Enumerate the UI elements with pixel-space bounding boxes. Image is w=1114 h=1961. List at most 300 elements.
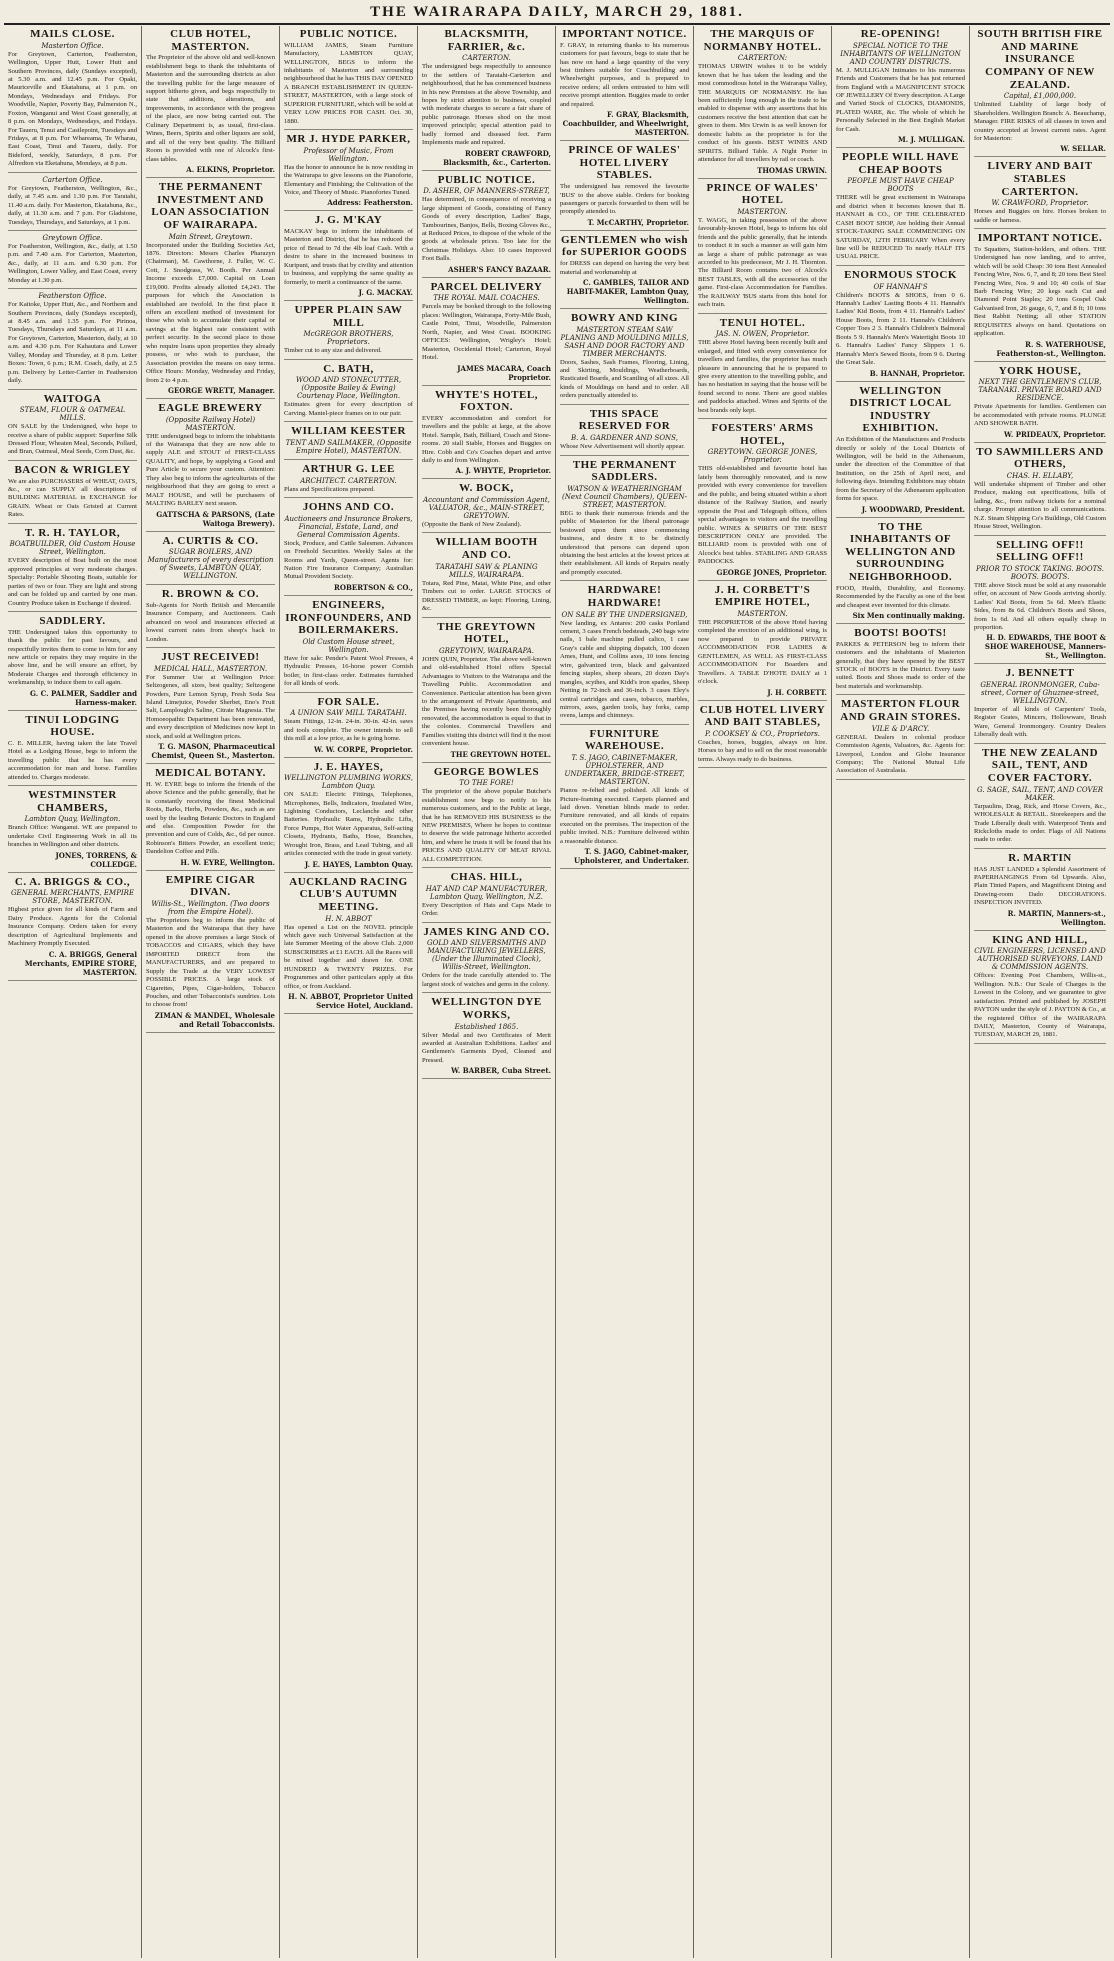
ad-heading: JUST RECEIVED! xyxy=(161,651,260,664)
advertisement xyxy=(422,871,551,923)
ad-heading: BACON & WRIGLEY xyxy=(14,463,131,476)
ad-subheading: WOOD AND STONECUTTER, (Opposite Bailey & Ewing) Courtenay Place, Wellington. xyxy=(295,376,402,401)
advertisement xyxy=(146,588,275,648)
ad-subheading: (Opposite Railway Hotel) MASTERTON. xyxy=(165,415,256,432)
ad-subheading: Featherston Office. xyxy=(38,292,107,301)
ad-body: For Featherston, Wellington, &c., daily, at 1.50 p.m. and 7.40 a.m. For Carterton, Masterton, &c., daily, at 11 a.m. and 6.30 p.m. For Wellington, Lower Valley, and East Coast, every Monday at 1.30 p.m. xyxy=(8,242,137,284)
ad-heading: J. H. CORBETT'S EMPIRE HOTEL, xyxy=(714,583,811,609)
ad-heading: PUBLIC NOTICE. xyxy=(437,173,536,186)
advertisement xyxy=(836,28,965,148)
advertisement xyxy=(8,527,137,612)
advertisement xyxy=(560,728,689,869)
ad-subheading: T. S. JAGO, CABINET-MAKER, UPHOLSTERER, AND UNDERTAKER, BRIDGE-STREET, MASTERTON. xyxy=(564,754,685,787)
ad-subheading: ON SALE BY THE UNDERSIGNED, xyxy=(561,610,688,619)
ad-subheading: GREYTOWN. GEORGE JONES, Proprietor. xyxy=(707,448,818,465)
advertisement xyxy=(422,766,551,869)
ad-signature: A. J. WHYTE, Proprietor. xyxy=(455,466,551,476)
ad-signature: ROBERT CRAWFORD, Blacksmith, &c., Carterton. xyxy=(443,148,551,167)
advertisement xyxy=(836,269,965,382)
ad-signature: ASHER'S FANCY BAZAAR. xyxy=(448,264,551,274)
ad-heading: SELLING OFF!! SELLING OFF!! xyxy=(996,538,1084,564)
ad-body: M. J. MULLIGAN Intimates to his numerous Friends and Customers that he has just returned from England with a MAGNIFICENT STOCK OF JEWELLERY Of Every description. A Large and Varied Stock of CLOCKS, DIAMONDS, PLATED WARE, &c. The whole of which he Personally Selected in the Best English Market for Cash. xyxy=(836,66,965,133)
ad-signature: J. E. HAYES, Lambton Quay. xyxy=(304,859,413,869)
ad-body: THE PROPRIETOR of the above Hotel having completed the erection of an additional wing, is now prepared to provide PRIVATE ACCOMMODATION FOR LADIES & GENTLEMEN, AS WELL AS FIRST-CLASS ACCOMMODATION For Boarders and Travellers. A TABLE D'HOTE DAILY at 1 o'clock. xyxy=(698,619,827,686)
ad-body: THE Undersigned takes this opportunity to thank the public for past favours, and respectfully invites them to come to him for any new article or repairs they may require in the above line, and he will ensure an effort, by Moderate Charges and thorough efficiency in workmanship, to induce them to call again. xyxy=(8,628,137,687)
ad-heading: KING AND HILL, xyxy=(992,933,1088,946)
ad-heading: J. BENNETT xyxy=(1005,667,1075,680)
ad-subheading: OF HANNAH'S xyxy=(873,282,928,291)
ad-body: F. GRAY, in returning thanks to his numerous customers for past favours, begs to state that he has now on hand a large quantity of the very best timbers suitable for Coachbuilding and Wheelwright purposes, and is prepared to receive orders; all orders entrusted to him will receive prompt attention. Buggies made to order and repaired. xyxy=(560,41,689,108)
ad-subheading: HAT AND CAP MANUFACTURER, Lambton Quay, Wellington, N.Z. xyxy=(425,884,548,901)
advertisement xyxy=(422,389,551,480)
ad-subheading: Greytown Office. xyxy=(42,233,103,242)
advertisement xyxy=(560,312,689,405)
ad-subheading: BOATBUILDER, Old Custom House Street, Wellington. xyxy=(9,540,136,557)
advertisement xyxy=(284,133,413,211)
ad-signature: H. W. EYRE, Wellington. xyxy=(180,857,275,867)
ad-heading: WAITOGA xyxy=(43,392,102,405)
advertisement xyxy=(974,160,1106,229)
advertisement xyxy=(284,599,413,693)
ad-body: H. W. EYRE begs to inform the friends of the above Science and the public generally, that he is constantly receiving the finest Medicinal Roots, Barks, Herbs, Powders, &c., such as are used by the leading Botanic Doctors in England and else. Composition Powder for the prevention and cure of Colds, &c., 6d per ounce. Robinson's Bitters Powder, an excellent tonic; Dandelion Coffee and Pills. xyxy=(146,780,275,856)
column-1 xyxy=(4,26,142,1958)
advertisement xyxy=(974,667,1106,743)
ad-subheading: STEAM, FLOUR & OATMEAL MILLS. xyxy=(19,406,126,423)
ad-heading: FURNITURE WAREHOUSE. xyxy=(584,727,665,753)
advertisement xyxy=(284,214,413,301)
ad-body: Orders for the trade carefully attended to. The largest stock of watches and gems in the colony. xyxy=(422,972,551,988)
advertisement xyxy=(146,767,275,871)
ad-body: Will undertake shipment of Timber and other Produce, making out specifications, bills of lading, &c., from railway tickets for a nominal charge. Prompt attention to all communications. N.Z. Steam Shipping Co's Buildings, Old Custom House Street, Wellington. xyxy=(974,480,1106,531)
advertisement xyxy=(8,789,137,873)
advertisement xyxy=(284,501,413,596)
ad-body: Unlimited Liability of large body of Shareholders. Wellington Branch: A. Beauchamp, Manager. FIRE RISKS of all classes in town and country accepted at lowest current rates. Agent for Masterton: xyxy=(974,101,1106,142)
ad-body: Estimates given for every description of Carving. Mantel-piece frames on to our pair. xyxy=(284,401,413,417)
ad-body: Doors, Sashes, Sash Frames, Flooring, Lining, and Skirting, Mouldings, Weatherboards, Rusticated Boards, and Scantling of all sizes. All kinds of Mouldings on hand and to order. All orders punctually attended to. xyxy=(560,358,689,400)
ad-subheading: WELLINGTON PLUMBING WORKS, Lambton Quay. xyxy=(284,774,413,791)
ad-heading: FOR SALE. xyxy=(317,695,380,708)
advertisement xyxy=(422,174,551,278)
ad-subheading: H. N. ABBOT xyxy=(325,914,372,923)
advertisement xyxy=(8,292,137,389)
advertisement xyxy=(974,365,1106,443)
ad-body: Steam Fittings, 12-in. 24-in. 30-in. 42-in. saws and tools complete. The owner intends to sell this mill at a low price, as he is going home. xyxy=(284,718,413,743)
ad-signature: T. S. JAGO, Cabinet-maker, Upholsterer, and Undertaker. xyxy=(574,847,689,866)
advertisement xyxy=(422,621,551,763)
ad-subheading: Capital, £1,000,000. xyxy=(1003,92,1077,101)
ad-body: To Squatters, Station-holders, and others. THE Undersigned has now landing, and to arrive, which will be sold Cheap: 30 tons Best Annealed Fencing Wire, Nos. 6, 7, and 8; 20 tons Best Steel Fencing Wire, Nos. 9 and 10; 40 coils of Star Barb Fencing Wire; 20 kegs each Cut and Diamond Point Staples; 20 tons Gospel Oak Galvanised Iron, 26 gauge, 6, 7, and 8 ft; 10 tons Best Rabbit Netting; all other STATION REQUISITES always on hand. Quotations on application. xyxy=(974,245,1106,338)
ad-subheading: GOLD AND SILVERSMITHS AND MANUFACTURING JEWELLERS, (Under the Illuminated Clock), Willis-Street, Wellington. xyxy=(427,939,546,972)
advertisement xyxy=(974,539,1106,665)
ad-subheading: NEXT THE GENTLEMEN'S CLUB, TARANAKI. PRIVATE BOARD AND RESIDENCE. xyxy=(978,378,1102,403)
advertisement xyxy=(284,696,413,758)
ad-signature: GATTSCHA & PARSONS, (Late Waitoga Brewery). xyxy=(156,509,275,528)
advertisement xyxy=(8,876,137,981)
ad-body: THERE will be great excitement in Wairarapa and district when it becomes known that B. HANNAH & CO., OF THE CELEBRATED CASH BOOT SHOP, Are holding their Annual STOCK-TAKING SALE COMMENCING ON SATURDAY, 12TH FEBRUARY When every line will be REDUCED To nearly HALF ITS USUAL PRICE. xyxy=(836,194,965,261)
ad-body: For Kaitoke, Upper Hutt, &c., and Northern and Southern Provinces, daily (Sundays excepted), at 8.45 a.m. and 1.35 p.m. For Pirinoa, Tuesdays, Thursdays and Saturdays, at 11 a.m. For Greytown, Carterton, Masterton, daily, at 10 a.m. and 4.30 p.m. For Kahautara and Lower Valley, Monday and Thursday, at 8 p.m. Letter Boxes: Town, 6 p.m.; R.M. Coach, daily, at 2.5 p.m. Delivery by Letter-Carrier in Featherston daily. xyxy=(8,301,137,385)
ad-signature: ZIMAN & MANDEL, Wholesale and Retail Tobacconists. xyxy=(154,1010,275,1029)
ad-body: Branch Office: Wanganui. WE are prepared to undertake Civil Engineering Work in all its branches in Wellington and other districts. xyxy=(8,824,137,849)
ad-subheading: CARTERTON: xyxy=(737,54,788,63)
advertisement xyxy=(422,482,551,533)
advertisement xyxy=(146,402,275,532)
ad-body: HAS JUST LANDED a Splendid Assortment of PAPERHANGINGS From 6d Upwards. Also, Plain Tinted Papers, and Magnificent Dining and Drawing-room Dado DECORATIONS. INSPECTION INVITED. xyxy=(974,865,1106,907)
column-6 xyxy=(694,26,832,1958)
ad-signature: T. G. MASON, Pharmaceutical Chemist, Queen St., Masterton. xyxy=(151,742,275,761)
ad-heading: WELLINGTON DISTRICT LOCAL INDUSTRY EXHIBITION. xyxy=(849,384,952,435)
ad-body: EVERY accommodation and comfort for travellers and the public at large, at the above Hotel. Sample, Bath, Billiard, Coach and Stone-rooms. 20 stall Stable, Horses and Buggies on Hire. Cobb and Co's Coaches depart and arrive daily to and from Wellington. xyxy=(422,414,551,464)
ad-subheading: WATSON & WEATHERINGHAM (Next Council Chambers), QUEEN-STREET, MASTERTON. xyxy=(562,484,687,509)
advertisement xyxy=(146,651,275,764)
advertisement xyxy=(146,874,275,1033)
ad-body: Coaches, horses, buggies, always on hire. Horses to bay and to sell on the most reasonable terms. Always ready to do business. xyxy=(698,738,827,763)
ad-subheading: Accountant and Commission Agent, VALUATOR, &c., MAIN-STREET, GREYTOWN. xyxy=(423,496,550,521)
ad-subheading: Willis-St., Wellington. (Two doors from the Empire Hotel). xyxy=(151,900,270,917)
ad-signature: J. H. CORBETT. xyxy=(767,687,827,697)
ad-body: C. E. MILLER, having taken the late Travel Hotel as a Lodging House, begs to inform the travelling public that he has every accommodation for man and horse. Families attended to. Charges moderate. xyxy=(8,739,137,781)
ad-signature: G. C. PALMER, Saddler and Harness-maker. xyxy=(30,688,137,707)
column-3 xyxy=(280,26,418,1958)
ad-body: Has determined, in consequence of receiving a large shipment of Goods, consisting of Fancy Goods of every description, Ladies' Bags, Tambourines, Banjos, Bells, Boxing Gloves &c., at Reduced Prices, to dispose of the whole of the goods at wholesale prices. Too late for the Christmas Holidays. Also: 10 cases Improved Foot Balls. xyxy=(422,196,551,263)
ad-signature: R. S. WATERHOUSE, Featherston-st., Wellington. xyxy=(996,339,1106,358)
ad-signature: M. J. MULLIGAN. xyxy=(897,135,965,145)
ad-body: For Summer Use at Wellington Price: Seltzogenes, all sizes, best quality; Seltzogene Powders, Pure Lemon Syrup, Fresh Soda Sea Island Limejuice, Powder Sherbet, Eno's Fruit Salt, Lamplough's Saline, Citrate Magnesia. The Homoeopathic Department has been renovated, and every description of Medicines now kept in stock, and sold at Wellington prices. xyxy=(146,673,275,740)
ad-body: THE undersigned begs to inform the inhabitants of the Wairarapa that they are now able to supply ALE and STOUT of FIRST-CLASS QUALITY, and hope, by supplying a Good and Pure Article to secure your custom. Attention: They also beg to inform the agriculturists of the neighbourhood that they are going to erect a MALT HOUSE, and will be purchasers of MALTING BARLEY next season. xyxy=(146,432,275,508)
ad-subheading: Carterton Office. xyxy=(42,175,103,184)
ad-heading: MR J. HYDE PARKER, xyxy=(286,133,411,146)
ad-heading: MASTERTON FLOUR AND GRAIN STORES. xyxy=(840,698,961,723)
ad-signature: THOMAS URWIN. xyxy=(757,165,827,175)
ad-signature: B. HANNAH, Proprietor. xyxy=(869,368,965,378)
advertisement xyxy=(284,876,413,1014)
advertisement xyxy=(146,28,275,178)
ad-heading: J. G. M'KAY xyxy=(314,214,383,227)
ad-body: Horses and Buggies on hire. Horses broken to saddle or harness. xyxy=(974,208,1106,224)
ad-signature: W. BARBER, Cuba Street. xyxy=(451,1066,551,1076)
ad-heading: A. CURTIS & CO. xyxy=(162,534,259,547)
advertisement xyxy=(698,422,827,581)
ad-heading: WESTMINSTER CHAMBERS, xyxy=(28,789,117,814)
ad-heading: JOHNS AND CO. xyxy=(302,501,395,514)
ad-body: FOOD, Health, Durability, and Economy. Recommended by the Faculty as one of the best and cheapest ever invented for this climate. xyxy=(836,584,965,609)
ad-signature: C. GAMBLES, TAILOR AND HABIT-MAKER, Lambton Quay, Wellington. xyxy=(566,277,689,305)
ad-subheading: PEOPLE MUST HAVE CHEAP BOOTS xyxy=(847,177,954,194)
advertisement xyxy=(560,459,689,582)
ad-body: The Proprietors beg to inform the public of Masterton and the Wairarapa that they have opened in the above premises a large Stock of TOBACCOS and CIGARS, which they have IMPORTED DIRECT from the MANUFACTURERS, and are prepared to Supply the Trade at the VERY LOWEST POSSIBLE PRICES. A large stock of Cigarettes, Pipes, Cigar-holders, Tobacco Pouches, and other Tobacconist's sundries. Lots to choose from! xyxy=(146,917,275,1009)
ad-subheading: Old Custom House street, Wellington. xyxy=(302,637,395,654)
ad-body: WILLIAM JAMES, Steam Furniture Manufactory, LAMBTON QUAY, WELLINGTON, BEGS to inform the inhabitants of Masterton and surrounding neighbourhood that he has THIS DAY OPENED A BRANCH ESTABLISHMENT IN QUEEN-STREET, MASTERTON, with a large stock of SUPERIOR FURNITURE, which will be sold at VERY LOW PRICES FOR CASH. Oct. 30, 1880. xyxy=(284,41,413,125)
ad-body: Private Apartments for families. Gentlemen can be accommodated with private rooms. PLUNGE AND SHOWER BATH. xyxy=(974,403,1106,428)
advertisement xyxy=(698,704,827,769)
ad-body: JOHN QUIN, Proprietor. The above well-known and old-established Hotel offers Special Advantages to Visitors to the Wairarapa and the Travelling Public. Accommodation and Convenience. Particular attention has been given to the arrangement of Private Apartments, and the Premises having recently been thoroughly renovated, the accommodation is equal to that in the colonies. Commercial Travellers and Families visiting this district will find it the most convenient house. xyxy=(422,655,551,748)
advertisement xyxy=(836,151,965,266)
ad-heading: THE PERMANENT SADDLERS. xyxy=(572,458,677,484)
advertisement xyxy=(422,926,551,994)
advertisement xyxy=(836,698,965,779)
ad-subheading: Main Street, Greytown. xyxy=(168,232,253,241)
advertisement xyxy=(8,464,137,524)
ad-heading: GEORGE BOWLES xyxy=(433,765,540,778)
ad-heading: SADDLERY. xyxy=(39,615,106,627)
ad-heading: BOWRY AND KING xyxy=(570,311,679,324)
ad-subheading: SPECIAL NOTICE TO THE INHABITANTS OF WELLINGTON AND COUNTRY DISTRICTS. xyxy=(840,41,961,66)
ad-body: Sub-Agents for North British and Mercantile Insurance Company, and Auctioneers. Cash advanced on wool and insurances effected at lowest current rates from sheep's back to London. xyxy=(146,601,275,643)
masthead xyxy=(0,0,1114,24)
ad-heading: UPPER PLAIN SAW MILL xyxy=(294,304,403,329)
ad-signature: GEORGE JONES, Proprietor. xyxy=(716,567,827,577)
column-5 xyxy=(556,26,694,1958)
masthead-rule xyxy=(4,23,1110,25)
ad-body: The undersigned has removed the favourite 'BUS' to the above stable. Orders for booking passengers or parcels forwarded to them will be promptly attended to. xyxy=(560,183,689,216)
ad-heading: THE PERMANENT INVESTMENT AND LOAN ASSOCIATION OF WAIRARAPA. xyxy=(151,180,270,231)
advertisement xyxy=(422,996,551,1079)
ad-body: Pianos re-felted and polished. All kinds of Picture-framing executed. Carpets planned and laid down. Venetian blinds made to order. Furniture renovated, and all kinds of repairs executed on the premises. The inspection of the public invited. N.B.: Furniture delivered within a reasonable distance. xyxy=(560,787,689,845)
ad-heading: MEDICAL BOTANY. xyxy=(155,767,266,780)
advertisement xyxy=(8,176,137,231)
ad-subheading: G. SAGE, SAIL, TENT, AND COVER MAKER. xyxy=(977,785,1103,802)
ad-body: MACKAY begs to inform the inhabitants of Masterton and District, that he has reduced the price of Bread to 7d the 4lb loaf Cash. With a desire to share in the increased business in Kuripuni, and trusts that by civility and attention to business, and supplying the same quality as formerly, to merit a continuance of the same. xyxy=(284,228,413,286)
ad-subheading: Established 1865. xyxy=(454,1022,519,1031)
ad-heading: ARTHUR G. LEE xyxy=(302,462,395,475)
ad-subheading: P. COOKSEY & CO., Proprietors. xyxy=(704,729,821,738)
ad-signature: T. McCARTHY, Proprietor. xyxy=(587,217,689,227)
ad-heading: BLACKSMITH, FARRIER, &c. xyxy=(444,28,529,53)
ad-heading: ENGINEERS, IRONFOUNDERS, AND BOILERMAKERS. xyxy=(285,598,412,637)
ad-signature: Six Men continually making. xyxy=(852,611,965,621)
ad-signature: J. G. MACKAY. xyxy=(358,288,413,298)
ad-body: Totara, Red Pine, Matai, White Pine, and other Timbers cut to order. LARGE STOCKS of DRESSED TIMBER, as kept: Flooring, Lining, &c. xyxy=(422,579,551,613)
ad-subheading: GREYTOWN, WAIRARAPA. xyxy=(439,646,534,655)
ad-signature: JONES, TORRENS, & COLLEDGE. xyxy=(55,850,137,869)
ad-heading: C. A. BRIGGS & CO., xyxy=(14,875,131,888)
ad-body: The proprietor of the above popular Butcher's establishment now begs to notify to his numerous customers, and to the Public at large, that he has REMOVED HIS BUSINESS to the NEW PREMISES, Where he hopes to continue to deserve the wide patronage hitherto accorded him, and where he trusts it will be found that his PRICES AND QUALITY OF MEAT RIVAL ALL COMPETITION. xyxy=(422,788,551,863)
advertisement xyxy=(284,28,413,130)
ad-body: An Exhibition of the Manufactures and Products directly or solely of the Local Districts of Wellington, will be held in the Athenaeum, under the direction of the Committee of that Institution, on the 25th of April next, and following days. Intending Exhibitors may obtain from the Secretary of the Athenaeum application forms for space. xyxy=(836,436,965,503)
ad-heading: J. E. HAYES, xyxy=(313,760,384,773)
ad-body: Incorporated under the Building Societies Act, 1876. Directors: Messrs Charles Pharazyn (Chairman), M. Cawthorne, J. Fuller, W. C. Cott, J. Snodgrass, W. Booth. Per Annual Income exceeds £7,000. Capital on Loan £19,000. Profits already allotted £4,243. The purposes for which the Association is established are twofold. In the first place it offers an excellent method of investment for those who wish to accumulate their capital or savings at the highest rate consistent with perfect security. In the second place to those who require loans upon properties they already possess, or who wish to purchase, the Association provides the means on easy terms. Office Hours: Monday, Wednesday and Friday, from 2 to 4 p.m. xyxy=(146,241,275,384)
column-8 xyxy=(970,26,1110,1958)
ad-heading: ENORMOUS STOCK xyxy=(844,268,957,281)
ad-heading: TENUI HOTEL. xyxy=(719,316,806,329)
column-4 xyxy=(418,26,556,1958)
ad-subheading: JAS. N. OWEN, Proprietor. xyxy=(715,330,810,339)
ad-body: BEG to thank their numerous friends and the public of Masterton for the liberal patronage bestowed upon them since commencing business, and desire it to be distinctly understood that persons can depend upon obtaining the best articles at the lowest prices at their establishment. All kinds of Repairs neatly and promptly executed. xyxy=(560,509,689,576)
ad-body: Importer of all kinds of Carpenters' Tools, Register Grates, Mincers, Hollowware, Brush Ware, General Ironmongery. Country Dealers Liberally dealt with. xyxy=(974,706,1106,739)
advertisement xyxy=(698,584,827,701)
advertisement xyxy=(8,714,137,786)
ad-subheading: TO THE FORE! xyxy=(459,779,514,788)
ad-body: ON SALE by the Undersigned, who hope to receive a share of public support: Superfine Silk Dressed Flour, Wheaten Meal, Seconds, Pollard, and Bran, Oatmeal, Meal Seeds, Corn Dust, &c. xyxy=(8,423,137,456)
ad-subheading: MEDICAL HALL, MASTERTON. xyxy=(153,664,268,673)
ad-subheading: MASTERTON STEAM SAW PLANING AND MOULDING MILLS, SASH AND DOOR FACTORY AND TIMBER MERCHANTS. xyxy=(560,325,689,358)
ad-signature: H. D. EDWARDS, THE BOOT & SHOE WAREHOUSE, Manners-St., Wellington. xyxy=(984,633,1106,661)
ad-body: EVERY description of Boat built on the most approved principles at very moderate charges. Specialty: Portable Shooting Boats, suitable for parties of two or four. They are light and strong and can be folded up and carried by one man. Country Produce taken in Exchange if desired. xyxy=(8,557,137,607)
ad-heading: SOUTH BRITISH FIRE AND MARINE INSURANCE COMPANY OF NEW ZEALAND. xyxy=(977,28,1103,91)
advertisement xyxy=(560,28,689,141)
ad-signature: Address: Featherston. xyxy=(327,198,413,208)
ad-subheading: GENERAL MERCHANTS, EMPIRE STORE, MASTERTON. xyxy=(10,889,135,906)
ad-subheading: D. ASHER, OF MANNERS-STREET, xyxy=(423,187,550,196)
advertisement xyxy=(422,281,551,386)
advertisement xyxy=(698,28,827,179)
ad-body: Every Description of Hats and Caps Made to Order. xyxy=(422,901,551,918)
advertisement xyxy=(8,28,137,173)
ad-body: Has the honor to announce he is now residing in the Wairarapa to give lessons on the Pianoforte, Elementary and Finishing; the Cultivation of the Voice, and Theory of Music. Pianofortes Tuned. xyxy=(284,163,413,196)
ad-heading: C. BATH, xyxy=(323,362,374,375)
ad-signature: W. PRIDEAUX, Proprietor. xyxy=(1004,429,1106,439)
ad-subheading: Lambton Quay, Wellington. xyxy=(24,815,121,824)
ad-body: T. WAGG, in taking possession of the above favourably-known Hotel, begs to inform his old friends and the public generally, that he intends to conduct it in such a manner as will gain him as large a share of public patronage as was accorded to his predecessor, Mr J. H. Thornton. The Billiard Room contains two of Alcock's BEST TABLES, with all the accessories of the game. First-class Accommodation for Families. The RAILWAY 'BUS starts from this hotel for each train. xyxy=(698,216,827,309)
ad-subheading: Auctioneers and Insurance Brokers, Financial, Estate, Land, and General Commission Agents. xyxy=(284,514,413,539)
ad-subheading: TENT AND SAILMAKER, (Opposite Empire Hotel), MASTERTON. xyxy=(285,438,412,455)
ad-heading: TINUI LODGING HOUSE. xyxy=(25,713,120,739)
ad-body: GENERAL Dealers in colonial produce Commission Agents, Valuators, &c. Agents for: Liverpool, London and Globe Insurance Company; The National Mutual Life Association of Australasia. xyxy=(836,733,965,775)
ad-heading: THE GREYTOWN HOTEL, xyxy=(437,620,536,646)
ad-subheading: A UNION SAW MILL TARATAHI. xyxy=(290,709,407,718)
ad-heading: CLUB HOTEL, MASTERTON. xyxy=(170,28,251,53)
advertisement xyxy=(974,747,1106,849)
ad-heading: RE-OPENING! xyxy=(860,28,941,40)
ad-body: Timber cut to any size and delivered. xyxy=(284,347,382,355)
ad-body: Silver Medal and two Certificates of Merit awarded at Australian Exhibitions. Ladies' and Gentlemen's Garments Dyed, Cleaned and Pressed. xyxy=(422,1031,551,1064)
ad-heading: CHAS. HILL, xyxy=(450,871,523,884)
ad-signature: J. WOODWARD, President. xyxy=(861,504,965,514)
ad-body: Parcels may be booked through to the following places: Wellington, Wairarapa, Forty-Mile Bush, Castle Point, Tinui, Woodville, Palmerston North, Napier, and West Coast. BOOKING OFFICES: Wellington, Wrigley's Hotel; Masterton, Occidental Hotel; Carterton, Royal Hotel. xyxy=(422,303,551,362)
ad-heading: PRINCE OF WALES' HOTEL xyxy=(706,181,819,207)
ad-heading: WILLIAM BOOTH AND CO. xyxy=(435,536,538,562)
advertisement xyxy=(560,234,689,309)
advertisement xyxy=(560,584,689,725)
ad-heading: IMPORTANT NOTICE. xyxy=(562,28,687,40)
ad-signature: W. SELLAR. xyxy=(1060,144,1106,154)
ad-subheading: ARCHITECT. CARTERTON. xyxy=(300,476,397,485)
ad-body: Have for sale: Pender's Patent Wool Presses, 4 Hydraulic Presses, 16-horse power Cornish boiler, in first-class order. Estimates furnished for all kinds of work. xyxy=(284,654,413,688)
ad-body: Whose New Advertisement will shortly appear. xyxy=(560,443,685,451)
ad-subheading: Masterton Office. xyxy=(41,41,104,50)
ad-heading: PEOPLE WILL HAVE CHEAP BOOTS xyxy=(841,151,960,176)
advertisement xyxy=(8,615,137,711)
ad-subheading: CARTERTON. xyxy=(462,54,511,63)
ad-body: PARKES & PETERSON beg to inform their customers and the inhabitants of Masterton generally, that they have opened by the BEST STOCK of BOOTS in the District. Every taste suited. Boots and Shoes made to order of the best materials and workmanship. xyxy=(836,640,965,690)
ad-subheading: PRIOR TO STOCK TAKING. BOOTS. BOOTS. BOOTS. xyxy=(975,564,1105,581)
advertisement xyxy=(8,393,137,461)
advertisement xyxy=(698,317,827,420)
ad-heading: FOESTERS' ARMS HOTEL, xyxy=(711,422,814,447)
ad-body: Stock, Produce, and Cattle Salesmen. Advances on Freehold Securities. Weekly Sales at the Rooms and Yards, Queen-street. Agents for: Nation Fire Insurance Company; Australian Mutual Provident Society. xyxy=(284,539,413,581)
ad-heading: PARCEL DELIVERY xyxy=(430,280,543,293)
ad-heading: WILLIAM KEESTER xyxy=(291,425,406,438)
ad-body: THIS old-established and favourite hotel has lately been thoroughly renovated, and is now provided with every convenience for travellers and the public, and being situated within a short distance of the Railway Station, and nearly opposite the Post and Telegraph offices, offers special advantages to visitors and the travelling public. WINES & SPIRITS OF THE BEST DESCRIPTION ONLY are provided. The BILLIARD room is provided with one of Alcock's best tables. STABLING AND GRASS PADDOCKS. xyxy=(698,465,827,566)
advertisement xyxy=(284,425,413,460)
advertisement xyxy=(974,446,1106,536)
ad-signature: H. N. ABBOT, Proprietor United Service Hotel, Auckland. xyxy=(288,992,413,1011)
ad-subheading: THE ROYAL MAIL COACHES. xyxy=(433,294,540,303)
advertisement xyxy=(284,304,413,360)
advertisement xyxy=(284,761,413,873)
advertisement xyxy=(422,536,551,617)
advertisement xyxy=(974,232,1106,361)
ad-subheading: MASTERTON. xyxy=(737,610,788,619)
advertisement xyxy=(836,521,965,625)
ad-subheading: CIVIL ENGINEERS, LICENSED AND AUTHORISED SURVEYORS, LAND & COMMISSION AGENTS. xyxy=(974,947,1106,972)
advertisement xyxy=(560,144,689,231)
ad-heading: THE NEW ZEALAND SAIL, TENT, AND COVER FACTORY. xyxy=(981,746,1099,785)
ad-body: THE above Hotel having been recently built and enlarged, and fitted with every convenience for travellers and families, the proprietor has much pleasure in announcing that he is prepared to give every attention to the travelling public, and has no hesitation in saying that the house will be found second to none. There are good stables and paddocks attached. Wines and Spirits of the best brands only kept. xyxy=(698,339,827,414)
ad-signature: C. A. BRIGGS, General Merchants, EMPIRE STORE, MASTERTON. xyxy=(24,949,137,977)
ad-heading: EMPIRE CIGAR DIVAN. xyxy=(165,873,256,899)
ad-heading: MAILS CLOSE. xyxy=(30,28,115,40)
ad-body: (Opposite the Bank of New Zealand). xyxy=(422,521,522,529)
ad-subheading: GENERAL IRONMONGER, Cuba-street, Corner of Ghuznee-street, WELLINGTON. xyxy=(980,681,1100,706)
masthead-title: THE WAIRARAPA DAILY, MARCH 29, 1881. xyxy=(370,4,744,20)
ad-subheading: VILE & D'ARCY. xyxy=(871,724,930,733)
ad-subheading: W. CRAWFORD, Proprietor. xyxy=(991,199,1089,208)
column-7 xyxy=(832,26,970,1958)
ad-heading: THE MARQUIS OF NORMANBY HOTEL. xyxy=(703,28,822,53)
ad-subheading: CHAS. H. ELLABY, xyxy=(1006,471,1074,480)
ad-signature: F. GRAY, Blacksmith, Coachbuilder, and Wheelwright, MASTERTON. xyxy=(562,110,689,138)
ad-heading: HARDWARE! HARDWARE! xyxy=(587,584,662,609)
ad-subheading: TARATAHI SAW & PLANING MILLS, WAIRARAPA. xyxy=(435,562,538,579)
newspaper-columns xyxy=(4,26,1110,1958)
ad-heading: CLUB HOTEL LIVERY AND BAIT STABLES, xyxy=(699,703,826,729)
ad-signature: ROBERTSON & CO., xyxy=(334,582,413,592)
ad-signature: R. MARTIN, Manners-st., Wellington. xyxy=(1007,908,1106,927)
ad-signature: GEORGE WRETT, Manager. xyxy=(167,385,275,395)
ad-body: THE above Stock must be sold at any reasonable offer, on account of New Goods arriving shortly. Ladies' Kid Boots, from 5s 6d. Men's Elastic Sides, from 8s 6d. Children's Boots and Shoes, from 1s 6d. And all others equally cheap in proportion. xyxy=(974,581,1106,631)
ad-subheading: McGREGOR BROTHERS, Proprietors. xyxy=(303,330,394,347)
ad-body: for DRESS can depend on having the very best material and workmanship at xyxy=(560,260,689,276)
ad-heading: AUCKLAND RACING CLUB'S AUTUMN MEETING. xyxy=(289,875,408,913)
ad-body: Children's BOOTS & SHOES, from 0 6. Hannah's Ladies' Lasting Boots 4 11. Hannah's Ladies' Kid Boots, from 4 11. Hannah's Ladies' House Boots, from 2 11. Hannah's Children's Copper Toes 2 3. Hannah's Children's Balmoral Boots 5 9. Hannah's Men's Watertight Boots 10 6. Hannah's Ladies' Fancy Slippers 1 6. Hannah's Men's Sewed Boots, from 9 6. During the Great Sale. xyxy=(836,291,965,367)
ad-heading: R. MARTIN xyxy=(1008,851,1072,864)
advertisement xyxy=(836,627,965,695)
ad-heading: TO THE INHABITANTS OF WELLINGTON AND SURROUNDING NEIGHBORHOOD. xyxy=(845,520,956,584)
advertisement xyxy=(146,181,275,399)
ad-heading: W. BOCK, xyxy=(459,482,514,495)
advertisement xyxy=(974,28,1106,157)
ad-heading: TO SAWMILLERS AND OTHERS, xyxy=(976,445,1104,471)
ad-heading: JAMES KING AND CO. xyxy=(423,925,550,938)
ad-body: The Proprietor of the above old and well-known establishment begs to thank the inhabitants of Masterton and the surrounding districts as also the travelling public for the large measure of support hitherto given, and begs respectfully to state that additions, alterations, and improvements, in accordance with the progress of the place, are now being carried out. The Culinary Department is, as usual, first-class. Wines, Beers, Spirits and other liquors are sold, and all of the very best quality. The Billiard Room is provided with one of Alcock's first-class tables. xyxy=(146,54,275,163)
ad-body: THOMAS URWIN wishes it to be widely known that he has taken the leading and the most commodious hotel in the Wairarapa Valley, THE MARQUIS OF NORMANBY. He has been sufficiently long enough in the trade to be enabled to dispense with any assertions that his customers receive the best attention that can be given to them. Mrs Urwin is as well known for domestic habits as the proprietor is for the conduct of his guests. BEST WINES AND SPIRITS. Billiard Table. A Night Porter in attendance for all travellers by rail or coach. xyxy=(698,63,827,164)
ad-heading: GENTLEMEN who wish for SUPERIOR GOODS xyxy=(561,233,688,259)
ad-heading: PUBLIC NOTICE. xyxy=(299,28,398,40)
ad-body: For Greytown, Carterton, Featherston, Wellington, Upper Hutt, Lower Hutt and Southern Provinces, daily (Sundays excepted), at 5.30 a.m. and 12.45 p.m. For Opaki, Mauriceville and Ekatahuna, at 1 p.m. on Mondays, Wednesdays and Fridays. For Woodville, Napier, Poverty Bay, Palmerston N., Foxton, Wanganui and West Coast generally, at 8 p.m. on Mondays, Wednesdays, and Fridays. For Taueru, Tenui and Castlepoint, Tuesdays and Fridays, at 8 p.m. For Whareama, Te Wharau, East Coast, Tinui and Taueru, daily. For Bideford, weekly, Saturdays, 8 p.m. For Alfredton via Eketahuna, Mondays, at 8 p.m. xyxy=(8,50,137,168)
ad-heading: WHYTE'S HOTEL, FOXTON. xyxy=(435,388,538,414)
advertisement xyxy=(974,934,1106,1044)
advertisement xyxy=(8,234,137,289)
ad-body: New landing, ex Antares: 200 casks Portland cement, 3 cases French bedsteads, 240 bags wire nails, 1 bale machine pulled calico, 1 case Gray's cable and shipping dispatch, 100 dozen Ames, Hunt, and Collins axes, 10 tons fencing wire, galvanized iron, black and galvanized fencing staples, sheep shears, 20 dozen Day's mangles, scythes, and Kidd's iron spades, Sheep Netting in 72-inch and 36-inch. 3 cases Eley's central cartridges and cases, tobacco, marbles, mirrors, axes, garden tools, hay forks, camp ovens, lamps and chimneys. xyxy=(560,619,689,720)
ad-heading: PRINCE OF WALES' HOTEL LIVERY STABLES. xyxy=(568,144,681,182)
ad-signature: W. W. CORPE, Proprietor. xyxy=(314,744,413,754)
ad-subheading: Professor of Music, From Wellington. xyxy=(303,146,394,163)
ad-body: Has opened a List on the NOVEL principle which gave such Universal Satisfaction at the late Summer Meeting of the above Club. 2,000 SUBSCRIBERS at £1 EACH. All the Races will be mixed together and drawn for. ONE HUNDRED & TWENTY PRIZES. For Programmes and other particulars apply at this office, or from Auckland. xyxy=(284,923,413,990)
advertisement xyxy=(146,535,275,586)
advertisement xyxy=(836,385,965,518)
ad-body: For Greytown, Featherston, Wellington, &c., daily, at 7.45 a.m. and 1.30 p.m. For Taratahi, 11.40 a.m. daily. For Masterton, Ekatahuna, &c., daily, at 11.30 a.m. and 7 p.m. For Gladstone, Tuesdays, Thursdays, and Saturdays, at 1 p.m. xyxy=(8,184,137,226)
ad-body: ON SALE: Electric Fittings, Telephones, Microphones, Bells, Indicators, Insulated Wire, Lightning Conductors, Leclanche and other Batteries. Hydraulic Rams, Hydraulic Lifts, Force Pumps, Hot Water Apparatus, Self-acting Closets, Hydrants, Baths, Hose, Branches, Wrought Iron, Brass, and Lead Tubing, and all articles connected with the trade in great variety. xyxy=(284,791,413,858)
ad-heading: R. BROWN & CO. xyxy=(161,588,260,601)
ad-heading: THIS SPACE RESERVED FOR xyxy=(578,407,671,433)
column-2 xyxy=(142,26,280,1958)
ad-heading: IMPORTANT NOTICE. xyxy=(977,232,1103,245)
ad-signature: JAMES MACARA, Coach Proprietor. xyxy=(457,363,551,382)
ad-body: The undersigned begs respectfully to announce to the settlers of Taratahi-Carterton and neighbourhood, that he has commenced business in his new Premises at the above Township, and hopes by strict attention to business, coupled with moderate charges to secure a fair share of public patronage. Horses shod on the most improved principle; special attention paid to badly formed and diseased feet. Farm Implements made and repaired. xyxy=(422,63,551,147)
ad-subheading: SUGAR BOILERS, AND Manufacturers of every description of Sweets, LAMBTON QUAY, WELLINGTON. xyxy=(147,548,274,581)
ad-subheading: B. A. GARDENER AND SONS, xyxy=(571,434,678,443)
ad-heading: T. R. H. TAYLOR, xyxy=(24,526,121,539)
